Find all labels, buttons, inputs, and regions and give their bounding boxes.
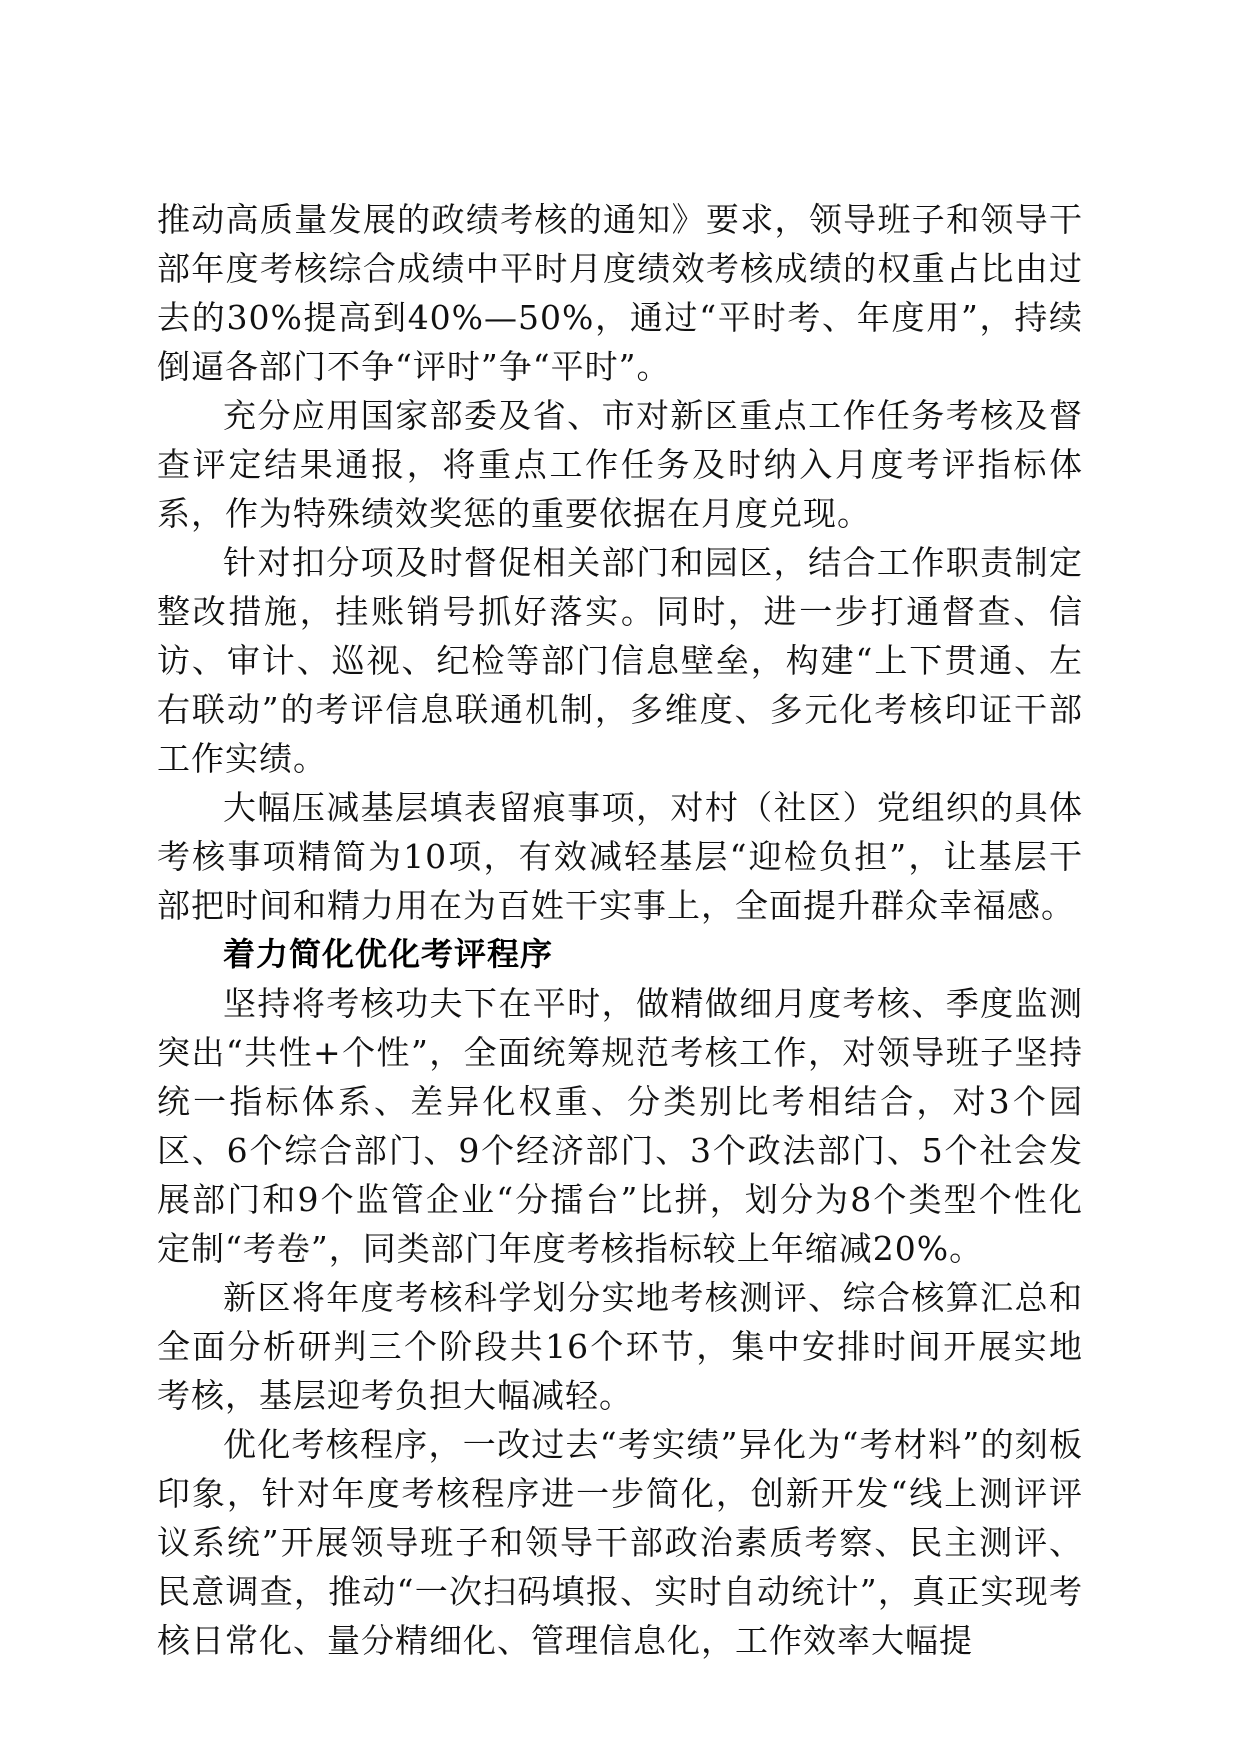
paragraph: 大幅压减基层填表留痕事项，对村（社区）党组织的具体考核事项精简为10项，有效减轻基层“迎检负担”，让基层干部把时间和精力用在为百姓干实事上，全面提升群众幸福感。 — [157, 788, 1083, 925]
paragraph: 新区将年度考核科学划分实地考核测评、综合核算汇总和全面分析研判三个阶段共16个环节，集中安排时间开展实地考核，基层迎考负担大幅减轻。 — [157, 1278, 1083, 1415]
paragraph: 坚持将考核功夫下在平时，做精做细月度考核、季度监测突出“共性+个性”，全面统筹规范考核工作，对领导班子坚持统一指标体系、差异化权重、分类别比考相结合，对3个园区、6个综合部门、9个经济部门、3个政法部门、5个社会发展部门和9个监管企业“分擂台”比拼，划分为8个类型个性化定制“考卷”，同类部门年度考核指标较上年缩减20%。 — [157, 984, 1083, 1268]
section-heading: 着力简化优化考评程序 — [223, 935, 554, 973]
paragraph-continued: 推动高质量发展的政绩考核的通知》要求，领导班子和领导干部年度考核综合成绩中平时月度绩效考核成绩的权重占比由过去的30%提高到40%—50%，通过“平时考、年度用”，持续倒逼各部门不争“评时”争“平时”。 — [157, 200, 1083, 386]
paragraph: 针对扣分项及时督促相关部门和园区，结合工作职责制定整改措施，挂账销号抓好落实。同时，进一步打通督查、信访、审计、巡视、纪检等部门信息壁垒，构建“上下贯通、左右联动”的考评信息联通机制，多维度、多元化考核印证干部工作实绩。 — [157, 543, 1083, 778]
paragraph: 优化考核程序，一改过去“考实绩”异化为“考材料”的刻板印象，针对年度考核程序进一步简化，创新开发“线上测评评议系统”开展领导班子和领导干部政治素质考察、民主测评、民意调查，推动“一次扫码填报、实时自动统计”，真正实现考核日常化、量分精细化、管理信息化，工作效率大幅提 — [157, 1425, 1083, 1660]
paragraph: 充分应用国家部委及省、市对新区重点工作任务考核及督查评定结果通报，将重点工作任务及时纳入月度考评指标体系，作为特殊绩效奖惩的重要依据在月度兑现。 — [157, 396, 1083, 533]
document-body — [157, 195, 1083, 1665]
